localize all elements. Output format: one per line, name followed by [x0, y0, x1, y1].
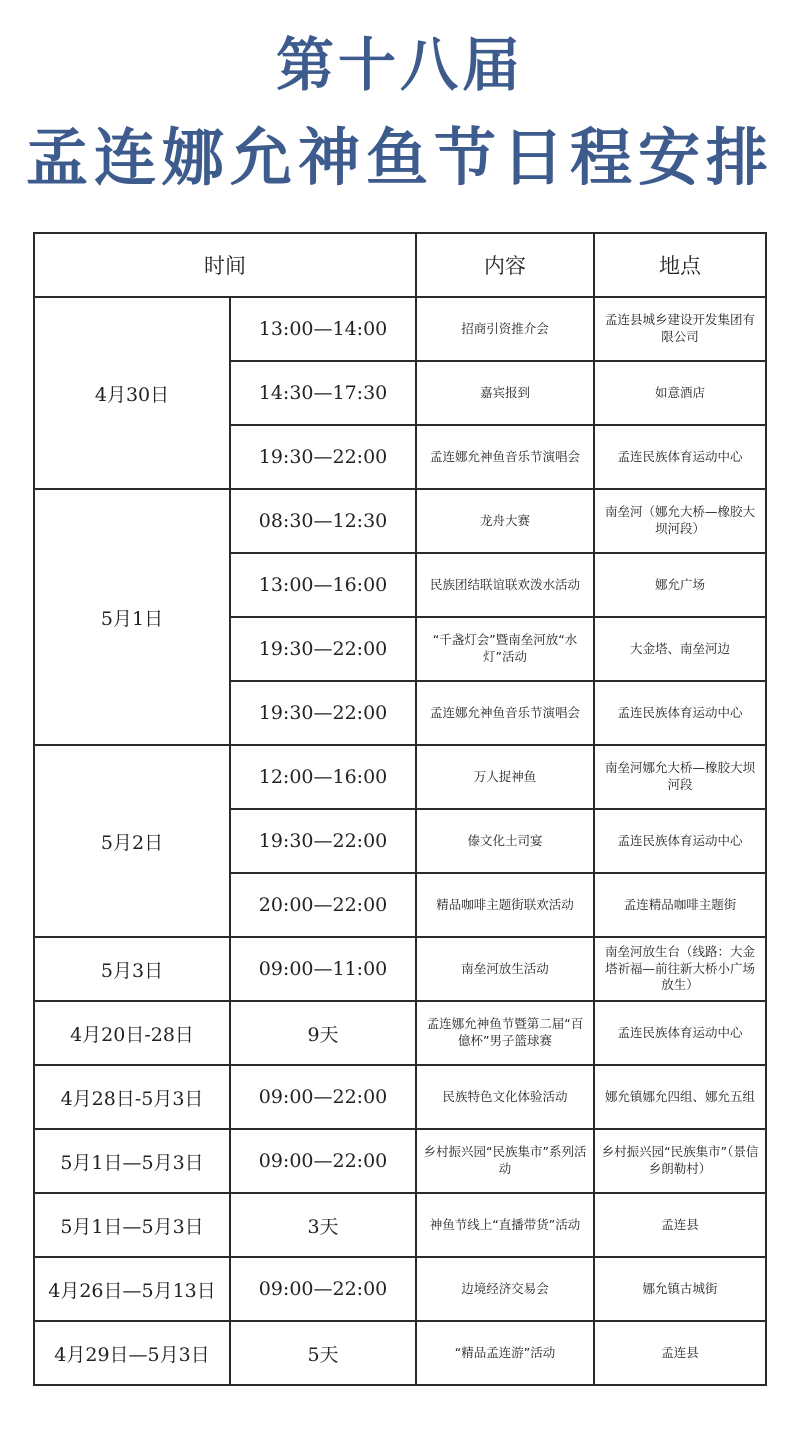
content-cell: 神鱼节线上“直播带货”活动 — [416, 1193, 594, 1257]
content-cell: 乡村振兴园“民族集市”系列活动 — [416, 1129, 594, 1193]
time-cell: 12:00—16:00 — [230, 745, 416, 809]
table-row — [34, 1257, 766, 1321]
content-cell: 南垒河放生活动 — [416, 937, 594, 1001]
date-cell: 4月28日-5月3日 — [34, 1065, 230, 1129]
time-cell: 13:00—16:00 — [230, 553, 416, 617]
place-cell: 乡村振兴园“民族集市”（景信乡朗勒村） — [594, 1129, 766, 1193]
header-time: 时间 — [34, 233, 416, 297]
time-cell: 09:00—22:00 — [230, 1257, 416, 1321]
date-cell: 5月1日 — [34, 489, 230, 745]
place-cell: 孟连民族体育运动中心 — [594, 425, 766, 489]
time-cell: 9天 — [230, 1001, 416, 1065]
time-cell: 5天 — [230, 1321, 416, 1385]
table-row — [34, 1065, 766, 1129]
place-cell: 孟连民族体育运动中心 — [594, 1001, 766, 1065]
content-cell: 边境经济交易会 — [416, 1257, 594, 1321]
page-title-line2: 孟连娜允神鱼节日程安排 — [25, 121, 774, 194]
content-cell: 精品咖啡主题街联欢活动 — [416, 873, 594, 937]
content-cell: 民族特色文化体验活动 — [416, 1065, 594, 1129]
table-row — [34, 1193, 766, 1257]
time-cell: 09:00—11:00 — [230, 937, 416, 1001]
place-cell: 如意酒店 — [594, 361, 766, 425]
content-cell: 孟连娜允神鱼音乐节演唱会 — [416, 425, 594, 489]
place-cell: 孟连民族体育运动中心 — [594, 809, 766, 873]
content-cell: 招商引资推介会 — [416, 297, 594, 361]
time-cell: 13:00—14:00 — [230, 297, 416, 361]
place-cell: 南垒河娜允大桥—橡胶大坝河段 — [594, 745, 766, 809]
time-cell: 14:30—17:30 — [230, 361, 416, 425]
time-cell: 19:30—22:00 — [230, 681, 416, 745]
header-content: 内容 — [416, 233, 594, 297]
content-cell: 孟连娜允神鱼音乐节演唱会 — [416, 681, 594, 745]
time-cell: 20:00—22:00 — [230, 873, 416, 937]
place-cell: 大金塔、南垒河边 — [594, 617, 766, 681]
table-row — [34, 745, 766, 809]
content-cell: 龙舟大赛 — [416, 489, 594, 553]
content-cell: 嘉宾报到 — [416, 361, 594, 425]
table-row — [34, 489, 766, 553]
place-cell: 孟连精品咖啡主题街 — [594, 873, 766, 937]
date-cell: 4月20日-28日 — [34, 1001, 230, 1065]
page-title-line1: 第十八届 — [275, 31, 524, 99]
content-cell: “精品孟连游”活动 — [416, 1321, 594, 1385]
content-cell: 民族团结联谊联欢泼水活动 — [416, 553, 594, 617]
time-cell: 09:00—22:00 — [230, 1129, 416, 1193]
place-cell: 孟连县 — [594, 1193, 766, 1257]
place-cell: 孟连县城乡建设开发集团有限公司 — [594, 297, 766, 361]
time-cell: 09:00—22:00 — [230, 1065, 416, 1129]
time-cell: 19:30—22:00 — [230, 617, 416, 681]
content-cell: 万人捉神鱼 — [416, 745, 594, 809]
date-cell: 5月3日 — [34, 937, 230, 1001]
place-cell: 娜允镇娜允四组、娜允五组 — [594, 1065, 766, 1129]
place-cell: 南垒河（娜允大桥—橡胶大坝河段） — [594, 489, 766, 553]
content-cell: 孟连娜允神鱼节暨第二届“百億杯”男子篮球赛 — [416, 1001, 594, 1065]
date-cell: 5月1日—5月3日 — [34, 1193, 230, 1257]
table-row — [34, 297, 766, 361]
time-cell: 3天 — [230, 1193, 416, 1257]
table-row — [34, 1321, 766, 1385]
place-cell: 娜允镇古城街 — [594, 1257, 766, 1321]
date-cell: 4月30日 — [34, 297, 230, 489]
date-cell: 5月1日—5月3日 — [34, 1129, 230, 1193]
content-cell: 傣文化土司宴 — [416, 809, 594, 873]
table-row — [34, 1129, 766, 1193]
table-row — [34, 937, 766, 1001]
time-cell: 19:30—22:00 — [230, 425, 416, 489]
date-cell: 4月26日—5月13日 — [34, 1257, 230, 1321]
place-cell: 南垒河放生台（线路：大金塔祈福—前往新大桥小广场放生） — [594, 937, 766, 1001]
place-cell: 娜允广场 — [594, 553, 766, 617]
schedule-body — [34, 297, 766, 1385]
place-cell: 孟连县 — [594, 1321, 766, 1385]
content-cell: “千盏灯会”暨南垒河放“水灯”活动 — [416, 617, 594, 681]
time-cell: 08:30—12:30 — [230, 489, 416, 553]
time-cell: 19:30—22:00 — [230, 809, 416, 873]
place-cell: 孟连民族体育运动中心 — [594, 681, 766, 745]
header-place: 地点 — [594, 233, 766, 297]
date-cell: 5月2日 — [34, 745, 230, 937]
schedule-table — [33, 232, 767, 1386]
table-row — [34, 1001, 766, 1065]
date-cell: 4月29日—5月3日 — [34, 1321, 230, 1385]
table-header-row — [34, 233, 766, 297]
